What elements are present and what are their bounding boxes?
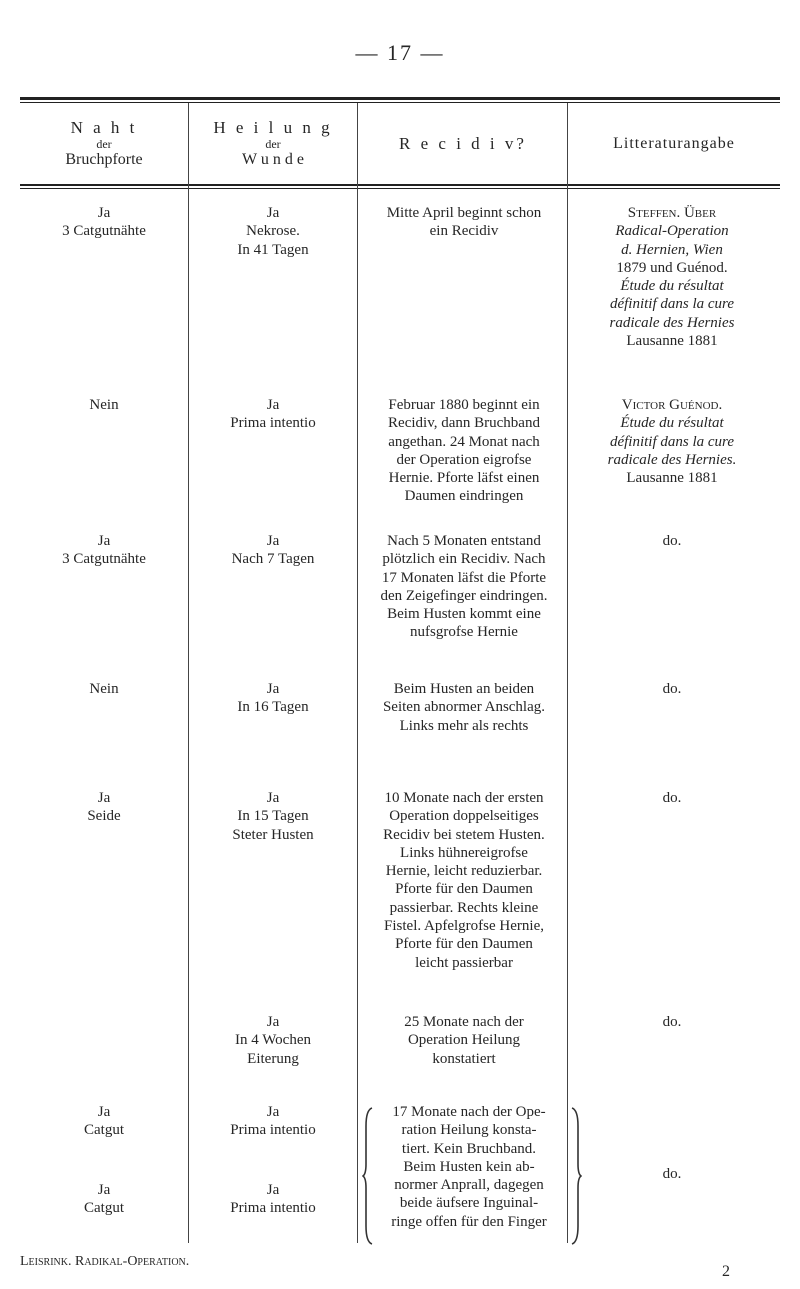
row-3-recidiv-line-3: 17 Monaten läfst die Pforte [381, 569, 547, 586]
row-2-recidiv-line-3: angethan. 24 Monat nach [388, 433, 540, 450]
row-8-heilung [190, 1181, 356, 1218]
row-2-litteratur [567, 396, 777, 487]
header-litteratur-main: Litteraturangabe [613, 134, 735, 152]
row-3-litteratur [567, 532, 777, 550]
column-divider-2 [357, 103, 358, 1243]
row-4-heilung [190, 680, 356, 717]
row-2-lit-line-1: Victor Guénod. [621, 397, 723, 413]
top-rule-thin [20, 102, 780, 103]
row-1-heilung-line-3: In 41 Tagen [237, 241, 309, 258]
merged-recidiv-line-6: beide äufsere Inguinal- [399, 1195, 539, 1212]
row-8-naht-line-1: Ja [97, 1182, 111, 1198]
row-1-lit-line-1: Steffen. Über [627, 205, 717, 221]
footer-source: Leisrink. Radikal-Operation. [20, 1254, 190, 1269]
row-1-heilung [190, 204, 356, 259]
row-4-naht [20, 680, 188, 698]
column-divider-1 [188, 103, 189, 1243]
row-4-recidiv-line-2: Seiten abnormer Anschlag. [382, 699, 546, 716]
right-brace-icon [570, 1106, 582, 1246]
merged-recidiv-line-5: normer Anprall, dagegen [394, 1177, 544, 1194]
row-5-recidiv-line-5: Hernie, leicht reduzierbar. [385, 863, 543, 880]
row-7-naht-line-1: Ja [97, 1104, 111, 1120]
row-5-recidiv-line-3: Recidiv bei stetem Husten. [383, 826, 545, 843]
merged-recidiv-line-1: 17 Monate nach der Ope- [392, 1104, 546, 1120]
row-2-naht-line-1: Nein [89, 397, 119, 413]
row-6-recidiv-line-3: konstatiert [432, 1050, 496, 1067]
merged-recidiv-line-3: tiert. Kein Bruchband. [401, 1140, 537, 1157]
page-number: — 17 — [355, 40, 445, 65]
row-7-heilung [190, 1103, 356, 1140]
row-1-litteratur [567, 204, 777, 350]
row-4-heilung-line-2: In 16 Tagen [237, 699, 309, 716]
row-5-heilung-line-3: Steter Husten [232, 826, 314, 843]
header-heilung [190, 106, 356, 182]
row-1-heilung-line-1: Ja [266, 205, 280, 221]
row-5-recidiv [360, 789, 568, 972]
header-rule-thin [20, 188, 780, 189]
row-1-lit-line-2: Radical-Operation [615, 223, 729, 240]
row-5-naht-line-2: Seide [87, 808, 121, 825]
row-3-naht-line-1: Ja [97, 533, 111, 549]
row-5-recidiv-line-6: Pforte für den Daumen [395, 881, 533, 898]
row-3-heilung-line-1: Ja [266, 533, 280, 549]
row-2-lit-line-4: radicale des Hernies. [607, 451, 737, 468]
row-8-heilung-line-2: Prima intentio [230, 1200, 316, 1217]
header-naht-main: N a h t [70, 118, 138, 138]
row-2-recidiv-line-4: der Operation eigrofse [396, 451, 532, 468]
row-2-recidiv-line-2: Recidiv, dann Bruchband [388, 415, 540, 432]
row-3-lit-line-1: do. [662, 533, 682, 549]
header-heilung-small: der [265, 136, 281, 151]
row-5-recidiv-line-8: Fistel. Apfelgrofse Hernie, [384, 918, 544, 935]
merged-recidiv-line-4: Beim Husten kein ab- [403, 1158, 535, 1175]
header-heilung-sub: W u n d e [242, 151, 304, 169]
row-6-heilung-line-2: In 4 Wochen [235, 1032, 311, 1049]
row-2-naht [20, 396, 188, 414]
row-5-recidiv-line-2: Operation doppelseitiges [389, 808, 539, 825]
row-2-lit-line-5: Lausanne 1881 [626, 470, 718, 487]
row-5-lit-line-1: do. [662, 790, 682, 806]
row-1-lit-line-4: 1879 und Guénod. [616, 259, 728, 276]
left-brace-icon [362, 1106, 374, 1246]
row-5-recidiv-line-10: leicht passierbar [415, 954, 513, 971]
row-6-heilung [190, 1013, 356, 1068]
row-3-recidiv-line-5: Beim Husten kommt eine [387, 606, 541, 623]
row-4-naht-line-1: Nein [89, 681, 119, 697]
row-1-lit-line-8: Lausanne 1881 [626, 333, 718, 350]
row-7-heilung-line-1: Ja [266, 1104, 280, 1120]
row-6-recidiv-line-2: Operation Heilung [407, 1032, 521, 1049]
header-naht-sub: Bruchpforte [65, 151, 143, 169]
row-1-recidiv [360, 204, 568, 241]
header-naht [20, 106, 188, 182]
row-4-recidiv-line-3: Links mehr als rechts [399, 717, 529, 734]
row-2-heilung-line-1: Ja [266, 397, 280, 413]
row-8-naht-line-2: Catgut [84, 1200, 124, 1217]
row-6-recidiv-line-1: 25 Monate nach der [404, 1014, 524, 1030]
row-4-recidiv [360, 680, 568, 735]
row-3-naht-line-2: 3 Catgutnähte [62, 551, 146, 568]
row-5-heilung [190, 789, 356, 844]
row-6-recidiv [360, 1013, 568, 1068]
row-3-heilung-line-2: Nach 7 Tagen [231, 551, 315, 568]
row-4-litteratur [567, 680, 777, 698]
row-1-lit-line-3: d. Hernien, Wien [621, 241, 723, 258]
row-1-naht [20, 204, 188, 241]
row-7-heilung-line-2: Prima intentio [230, 1122, 316, 1139]
row-5-recidiv-line-4: Links hühnereigrofse [400, 844, 528, 861]
merged-lit-line-1: do. [662, 1166, 682, 1182]
row-2-recidiv [360, 396, 568, 506]
header-recidiv-main: R e c i d i v? [399, 134, 527, 154]
row-6-heilung-line-3: Eiterung [247, 1050, 299, 1067]
row-2-recidiv-line-6: Daumen eindringen [404, 488, 524, 505]
rows-7-8-recidiv [374, 1103, 564, 1231]
row-5-litteratur [567, 789, 777, 807]
row-1-heilung-line-2: Nekrose. [246, 223, 300, 240]
row-5-naht-line-1: Ja [97, 790, 111, 806]
row-5-heilung-line-2: In 15 Tagen [237, 808, 309, 825]
header-rule-thick [20, 184, 780, 186]
top-rule-thick [20, 97, 780, 100]
row-8-heilung-line-1: Ja [266, 1182, 280, 1198]
row-4-recidiv-line-1: Beim Husten an beiden [393, 681, 535, 697]
row-7-naht [20, 1103, 188, 1140]
header-heilung-main: H e i l u n g [213, 118, 333, 138]
merged-recidiv-line-2: ration Heilung konsta- [401, 1122, 537, 1139]
row-3-naht [20, 532, 188, 569]
row-2-heilung-line-2: Prima intentio [230, 415, 316, 432]
footer-sheet-number: 2 [722, 1263, 730, 1280]
row-2-heilung [190, 396, 356, 433]
row-3-heilung [190, 532, 356, 569]
row-1-lit-line-6: définitif dans la cure [609, 296, 734, 313]
row-3-recidiv [360, 532, 568, 642]
row-5-naht [20, 789, 188, 826]
row-2-recidiv-line-5: Hernie. Pforte läfst einen [388, 470, 540, 487]
row-3-recidiv-line-6: nufsgrofse Hernie [410, 624, 518, 641]
row-1-recidiv-line-1: Mitte April beginnt schon [386, 205, 542, 221]
row-6-litteratur [567, 1013, 777, 1031]
row-2-lit-line-2: Étude du résultat [620, 415, 724, 432]
row-1-lit-line-7: radicale des Hernies [609, 314, 735, 331]
rows-7-8-litteratur [567, 1165, 777, 1183]
row-5-recidiv-line-7: passierbar. Rechts kleine [389, 899, 539, 916]
row-7-naht-line-2: Catgut [84, 1122, 124, 1139]
row-3-recidiv-line-4: den Zeigefinger eindringen. [380, 587, 548, 604]
row-4-heilung-line-1: Ja [266, 681, 280, 697]
row-1-recidiv-line-2: ein Recidiv [429, 223, 499, 240]
row-5-recidiv-line-9: Pforte für den Daumen [395, 936, 533, 953]
row-8-naht [20, 1181, 188, 1218]
merged-recidiv-line-7: ringe offen für den Finger [391, 1213, 547, 1230]
header-recidiv [360, 106, 566, 182]
row-1-naht-line-1: Ja [97, 205, 111, 221]
row-2-lit-line-3: définitif dans la cure [609, 433, 734, 450]
row-4-lit-line-1: do. [662, 681, 682, 697]
row-2-recidiv-line-1: Februar 1880 beginnt ein [388, 397, 540, 413]
row-5-recidiv-line-1: 10 Monate nach der ersten [384, 790, 544, 806]
row-5-heilung-line-1: Ja [266, 790, 280, 806]
row-6-heilung-line-1: Ja [266, 1014, 280, 1030]
row-3-recidiv-line-1: Nach 5 Monaten entstand [387, 533, 541, 549]
row-6-lit-line-1: do. [662, 1014, 682, 1030]
header-naht-small: der [96, 136, 112, 151]
row-1-lit-line-5: Étude du résultat [620, 278, 724, 295]
header-litteratur [568, 106, 780, 182]
row-1-naht-line-2: 3 Catgutnähte [62, 223, 146, 240]
row-3-recidiv-line-2: plötzlich ein Recidiv. Nach [382, 551, 546, 568]
